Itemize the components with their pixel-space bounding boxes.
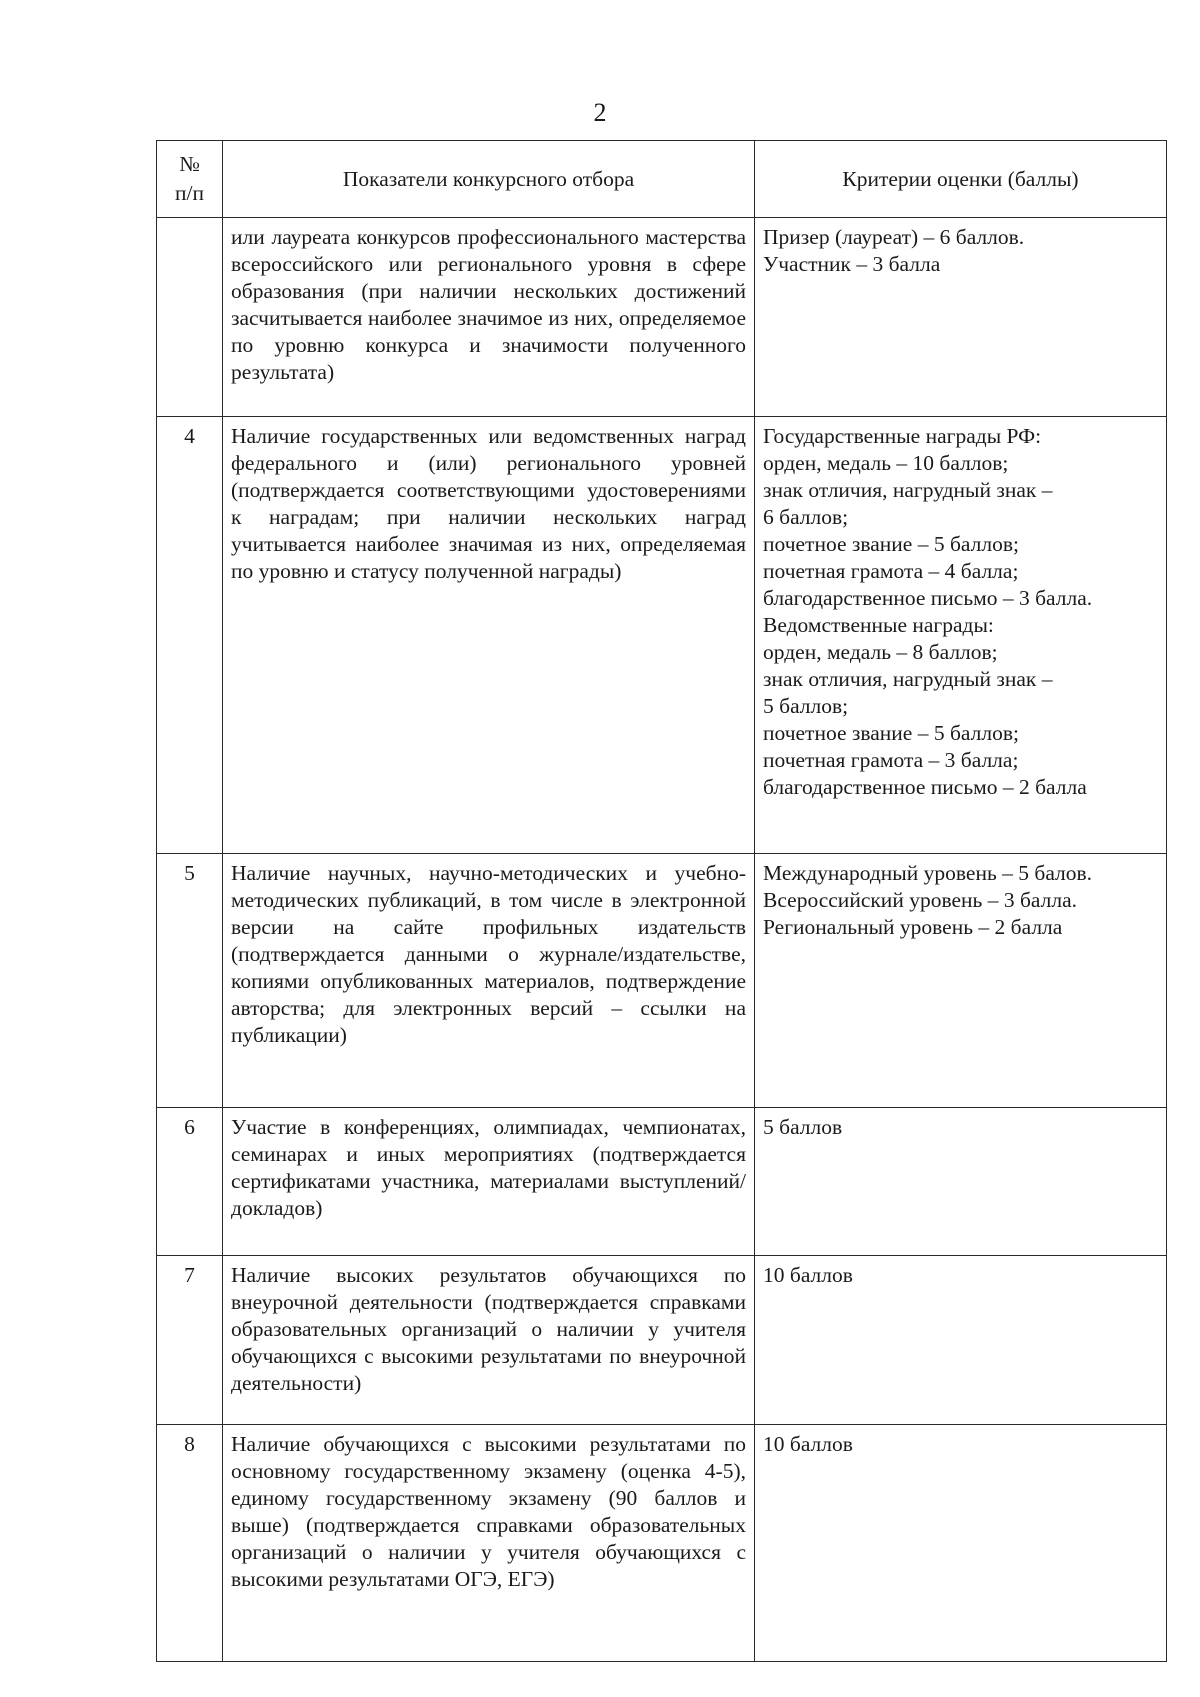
table-row [157,1256,1167,1425]
header-number-symbol: № [179,152,200,176]
criteria-line: 5 баллов [763,1115,843,1139]
row-criteria [755,218,1167,417]
row-number: 6 [157,1108,223,1256]
criteria-line: Всероссийский уровень – 3 балла. [763,888,1077,912]
row-indicator: или лауреата конкурсов профессионального мастерства всероссийского или регионального уровня в сфере образования (при наличии нескольких достижений засчитывается наиболее значимое из них, определяемое по уровню конкурса и значимости полученного результата) [223,218,755,417]
header-number [157,141,223,218]
row-criteria [755,1108,1167,1256]
row-indicator: Участие в конференциях, олимпиадах, чемпионатах, семинарах и иных мероприятиях (подтверждается сертификатами участника, материалами выступлений/докладов) [223,1108,755,1256]
row-number: 4 [157,417,223,854]
header-number-abbr: п/п [175,181,204,205]
criteria-line: Призер (лауреат) – 6 баллов. [763,225,1025,249]
row-number: 5 [157,854,223,1108]
row-criteria [755,1256,1167,1425]
row-indicator: Наличие государственных или ведомственных наград федерального и (или) регионального уровней (подтверждается соответствующими удостоверениями к наградам; при наличии нескольких наград учитывается наиболее значимая из них, определяемая по уровню и статусу полученной награды) [223,417,755,854]
row-number: 8 [157,1425,223,1662]
row-indicator: Наличие высоких результатов обучающихся по внеурочной деятельности (подтверждается справками образовательных организаций о наличии у учителя обучающихся с высокими результатами по внеурочной деятельности) [223,1256,755,1425]
criteria-line: Международный уровень – 5 балов. [763,861,1093,885]
table-row [157,218,1167,417]
row-criteria [755,854,1167,1108]
page-number: 2 [593,98,607,127]
row-criteria [755,1425,1167,1662]
row-criteria [755,417,1167,854]
row-number: 7 [157,1256,223,1425]
criteria-line: орден, медаль – 10 баллов; [763,451,1009,475]
row-indicator: Наличие обучающихся с высокими результатами по основному государственному экзамену (оценка 4-5), единому государственному экзамену (90 баллов и выше) (подтверждается справками образовательных организаций о наличии у учителя обучающихся с высокими результатами ОГЭ, ЕГЭ) [223,1425,755,1662]
criteria-line: благодарственное письмо – 3 балла. [763,586,1093,610]
header-indicators: Показатели конкурсного отбора [223,141,755,218]
criteria-line: почетная грамота – 3 балла; [763,748,1019,772]
criteria-line: 10 баллов [763,1432,853,1456]
criteria-line: 10 баллов [763,1263,853,1287]
criteria-line: Региональный уровень – 2 балла [763,915,1063,939]
criteria-line: орден, медаль – 8 баллов; [763,640,998,664]
criteria-line: Участник – 3 балла [763,252,941,276]
row-number [157,218,223,417]
criteria-line: 6 баллов; [763,505,849,529]
table-row [157,1108,1167,1256]
table-row [157,854,1167,1108]
table-row [157,1425,1167,1662]
table-row [157,417,1167,854]
criteria-line: благодарственное письмо – 2 балла [763,775,1087,799]
row-indicator: Наличие научных, научно-методических и учебно-методических публикаций, в том числе в электронной версии на сайте профильных издательств (подтверждается данными о журнале/издательстве, копиями опубликованных материалов, подтверждение авторства; для электронных версий – ссылки на публикации) [223,854,755,1108]
criteria-line: почетное звание – 5 баллов; [763,532,1019,556]
criteria-line: знак отличия, нагрудный знак – [763,478,1053,502]
criteria-table [156,140,1167,1662]
table-header-row [157,141,1167,218]
criteria-line: Государственные награды РФ: [763,424,1042,448]
header-criteria: Критерии оценки (баллы) [755,141,1167,218]
criteria-line: почетная грамота – 4 балла; [763,559,1019,583]
criteria-line: 5 баллов; [763,694,849,718]
criteria-line: почетное звание – 5 баллов; [763,721,1019,745]
criteria-line: знак отличия, нагрудный знак – [763,667,1053,691]
criteria-line: Ведомственные награды: [763,613,994,637]
